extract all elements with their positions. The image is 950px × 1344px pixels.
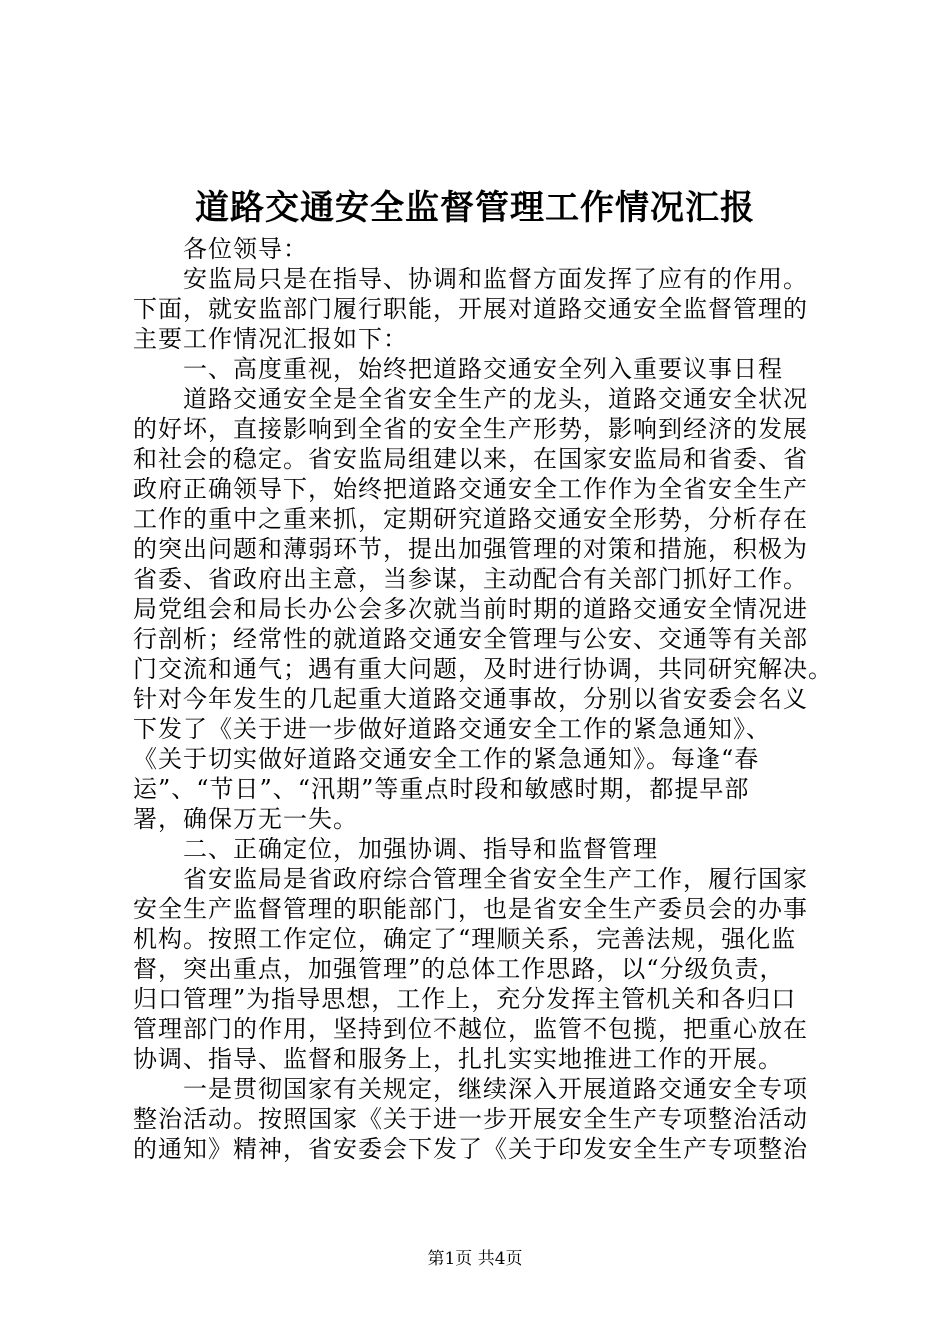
body-line: 督，突出重点，加强管理”的总体工作思路，以“分级负责， — [133, 955, 785, 983]
body-line: 的突出问题和薄弱环节，提出加强管理的对策和措施，积极为 — [133, 535, 808, 563]
body-line: 工作的重中之重来抓，定期研究道路交通安全形势，分析存在 — [133, 505, 808, 533]
body-line: 归口管理”为指导思想，工作上，充分发挥主管机关和各归口 — [133, 985, 797, 1013]
body-line: 下面，就安监部门履行职能，开展对道路交通安全监督管理的 — [133, 295, 808, 323]
body-line: 运”、“节日”、“汛期”等重点时段和敏感时期，都提早部 — [133, 775, 750, 803]
body-line: 机构。按照工作定位，确定了“理顺关系，完善法规，强化监 — [133, 925, 797, 953]
body-line: 各位领导： — [133, 235, 308, 263]
body-line: 下发了《关于进一步做好道路交通安全工作的紧急通知》、 — [133, 715, 771, 743]
body-line: 署，确保万无一失。 — [133, 805, 358, 833]
body-line: 和社会的稳定。省安监局组建以来，在国家安监局和省委、省 — [133, 445, 808, 473]
body-line: 整治活动。按照国家《关于进一步开展安全生产专项整治活动 — [133, 1105, 808, 1133]
body-line: 道路交通安全是全省安全生产的龙头，道路交通安全状况 — [133, 385, 808, 413]
document-body — [133, 234, 853, 1164]
body-line: 安全生产监督管理的职能部门，也是省安全生产委员会的办事 — [133, 895, 808, 923]
document-title: 道路交通安全监督管理工作情况汇报 — [195, 188, 755, 228]
body-line: 行剖析；经常性的就道路交通安全管理与公安、交通等有关部 — [133, 625, 808, 653]
body-line: 二、正确定位，加强协调、指导和监督管理 — [133, 835, 658, 863]
body-line: 的好坏，直接影响到全省的安全生产形势，影响到经济的发展 — [133, 415, 808, 443]
body-line: 安监局只是在指导、协调和监督方面发挥了应有的作用。 — [133, 265, 808, 293]
body-line: 省安监局是省政府综合管理全省安全生产工作，履行国家 — [133, 865, 808, 893]
body-line: 的通知》精神，省安委会下发了《关于印发安全生产专项整治 — [133, 1135, 808, 1163]
body-line: 一是贯彻国家有关规定，继续深入开展道路交通安全专项 — [133, 1075, 808, 1103]
body-line: 管理部门的作用，坚持到位不越位，监管不包揽，把重心放在 — [133, 1015, 808, 1043]
body-line: 一、高度重视，始终把道路交通安全列入重要议事日程 — [133, 355, 783, 383]
body-line: 针对今年发生的几起重大道路交通事故，分别以省安委会名义 — [133, 685, 808, 713]
body-line: 政府正确领导下，始终把道路交通安全工作作为全省安全生产 — [133, 475, 808, 503]
body-line: 主要工作情况汇报如下： — [133, 325, 408, 353]
body-line: 协调、指导、监督和服务上，扎扎实实地推进工作的开展。 — [133, 1045, 783, 1073]
body-line: 局党组会和局长办公会多次就当前时期的道路交通安全情况进 — [133, 595, 808, 623]
body-line: 《关于切实做好道路交通安全工作的紧急通知》。每逢“春 — [133, 745, 760, 773]
body-line: 门交流和通气；遇有重大问题，及时进行协调，共同研究解决。 — [133, 655, 833, 683]
page-number-footer: 第1页 共4页 — [427, 1249, 523, 1269]
body-line: 省委、省政府出主意，当参谋，主动配合有关部门抓好工作。 — [133, 565, 808, 593]
